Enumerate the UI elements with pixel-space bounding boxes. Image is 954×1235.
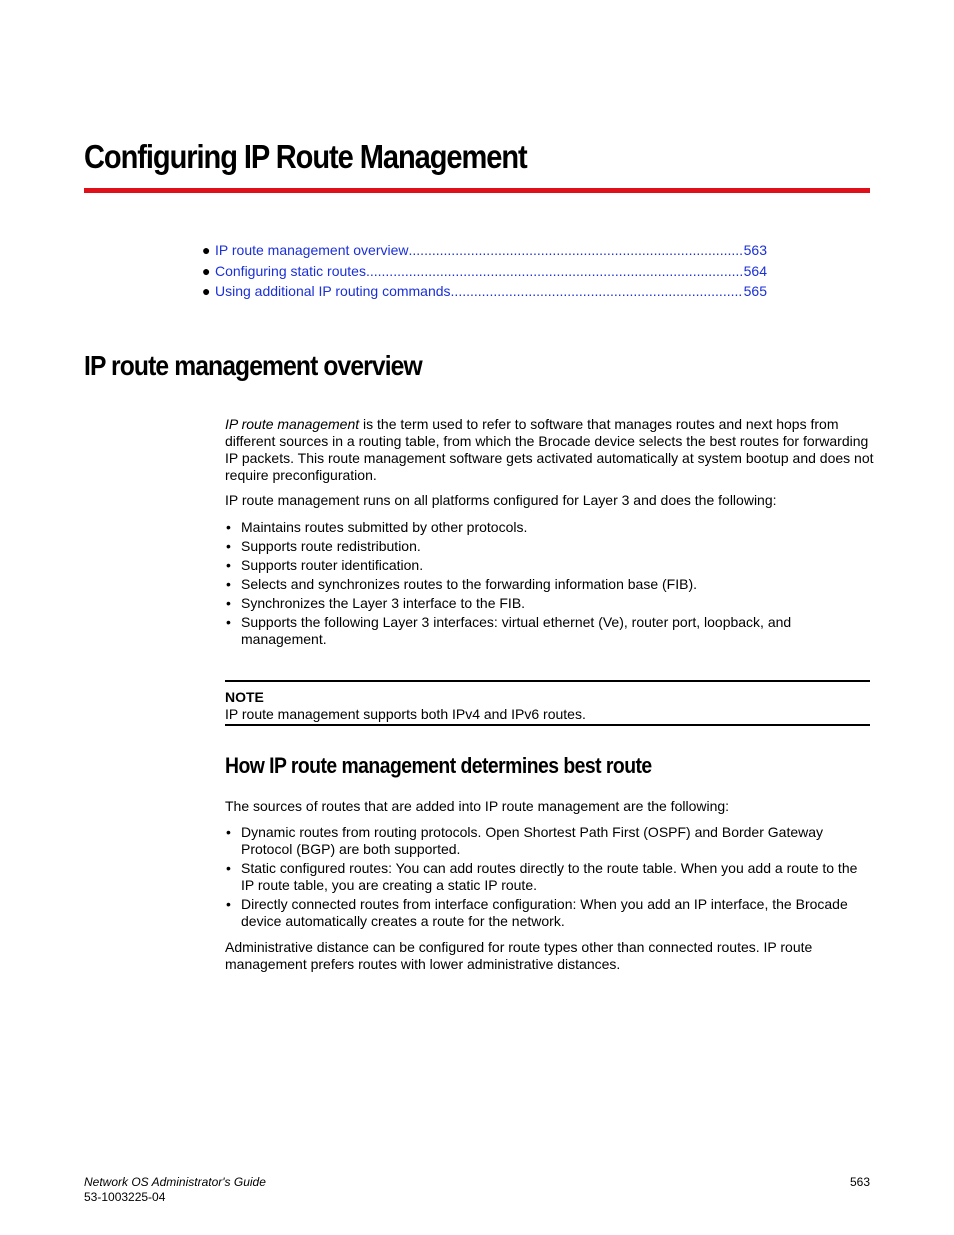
note-box [225, 680, 870, 726]
list-item: • Supports the following Layer 3 interfaces: virtual ethernet (Ve), router port, loopback, and management. [226, 614, 792, 647]
toc-leader-dots [366, 261, 742, 282]
list-item: • Supports route redistribution. [226, 538, 421, 554]
bullet-icon: • [226, 896, 231, 912]
chapter-title-rule [84, 188, 870, 193]
bullet-icon: • [226, 860, 231, 876]
overview-paragraph-2: IP route management runs on all platforms configured for Layer 3 and does the following: [225, 492, 777, 508]
toc-bullet-icon: ● [202, 283, 211, 299]
toc-bullet-icon: ● [202, 262, 211, 279]
overview-intro-paragraph [225, 416, 875, 484]
bullet-icon: • [226, 614, 231, 630]
footer-page-number: 563 [849, 1175, 870, 1189]
bullet-icon: • [226, 519, 231, 535]
bullet-icon: • [226, 576, 231, 592]
toc-item [202, 240, 767, 261]
list-item: • Supports router identification. [226, 557, 424, 573]
footer [84, 1175, 266, 1205]
note-text: IP route management supports both IPv4 and IPv6 routes. [225, 706, 586, 722]
best-route-bullet-list [225, 824, 865, 932]
toc-item [202, 261, 767, 282]
toc-link-overview[interactable]: IP route management overview ..... 563 [215, 240, 767, 261]
list-item: • Selects and synchronizes routes to the forwarding information base (FIB). [226, 576, 697, 592]
toc-item [202, 281, 767, 302]
footer-guide-title: Network OS Administrator's Guide [84, 1175, 266, 1189]
toc-leader-dots [451, 281, 742, 302]
bullet-icon: • [226, 595, 231, 611]
intro-term: IP route management [225, 416, 360, 432]
toc-leader-dots [409, 240, 742, 261]
list-item: • Directly connected routes from interface configuration: When you add an IP interface, the Brocade device automatically creates a route for the network. [226, 896, 848, 929]
bullet-icon: • [226, 538, 231, 554]
list-item: • Static configured routes: You can add routes directly to the route table. When you add a route to the IP route table, you are creating a static IP route. [226, 860, 858, 893]
bullet-icon: • [226, 557, 231, 573]
best-route-paragraph-2: Administrative distance can be configured for route types other than connected routes. IP route management prefers routes with lower administrative distances. [225, 939, 813, 972]
subsection-title-best-route: How IP route management determines best route [225, 753, 652, 778]
note-label: NOTE [225, 689, 264, 705]
overview-bullet-list [225, 519, 865, 650]
list-item: • Synchronizes the Layer 3 interface to the FIB. [226, 595, 526, 611]
list-item: • Maintains routes submitted by other protocols. [226, 519, 528, 535]
toc-link-static-routes[interactable]: Configuring static routes ..... 564 [215, 261, 767, 282]
intro-text: is the term used to refer to software that manages routes and next hops from different sources in a routing table, from which the Brocade device selects the best routes for forwarding IP packets. This route management software gets activated automatically at system bootup and does not require preconfiguration. [225, 416, 874, 483]
footer-doc-number: 53-1003225-04 [84, 1190, 166, 1204]
bullet-icon: • [226, 824, 231, 840]
toc-bullet-icon: ● [202, 242, 211, 258]
chapter-toc [202, 240, 767, 302]
list-item: • Dynamic routes from routing protocols. Open Shortest Path First (OSPF) and Border Gateway Protocol (BGP) are both supported. [226, 824, 824, 857]
section-title-overview: IP route management overview [84, 350, 422, 381]
best-route-paragraph-1: The sources of routes that are added into IP route management are the following: [225, 798, 730, 814]
chapter-title: Configuring IP Route Management [84, 138, 527, 175]
toc-link-additional-commands[interactable]: Using additional IP routing commands ..... 565 [215, 281, 767, 302]
